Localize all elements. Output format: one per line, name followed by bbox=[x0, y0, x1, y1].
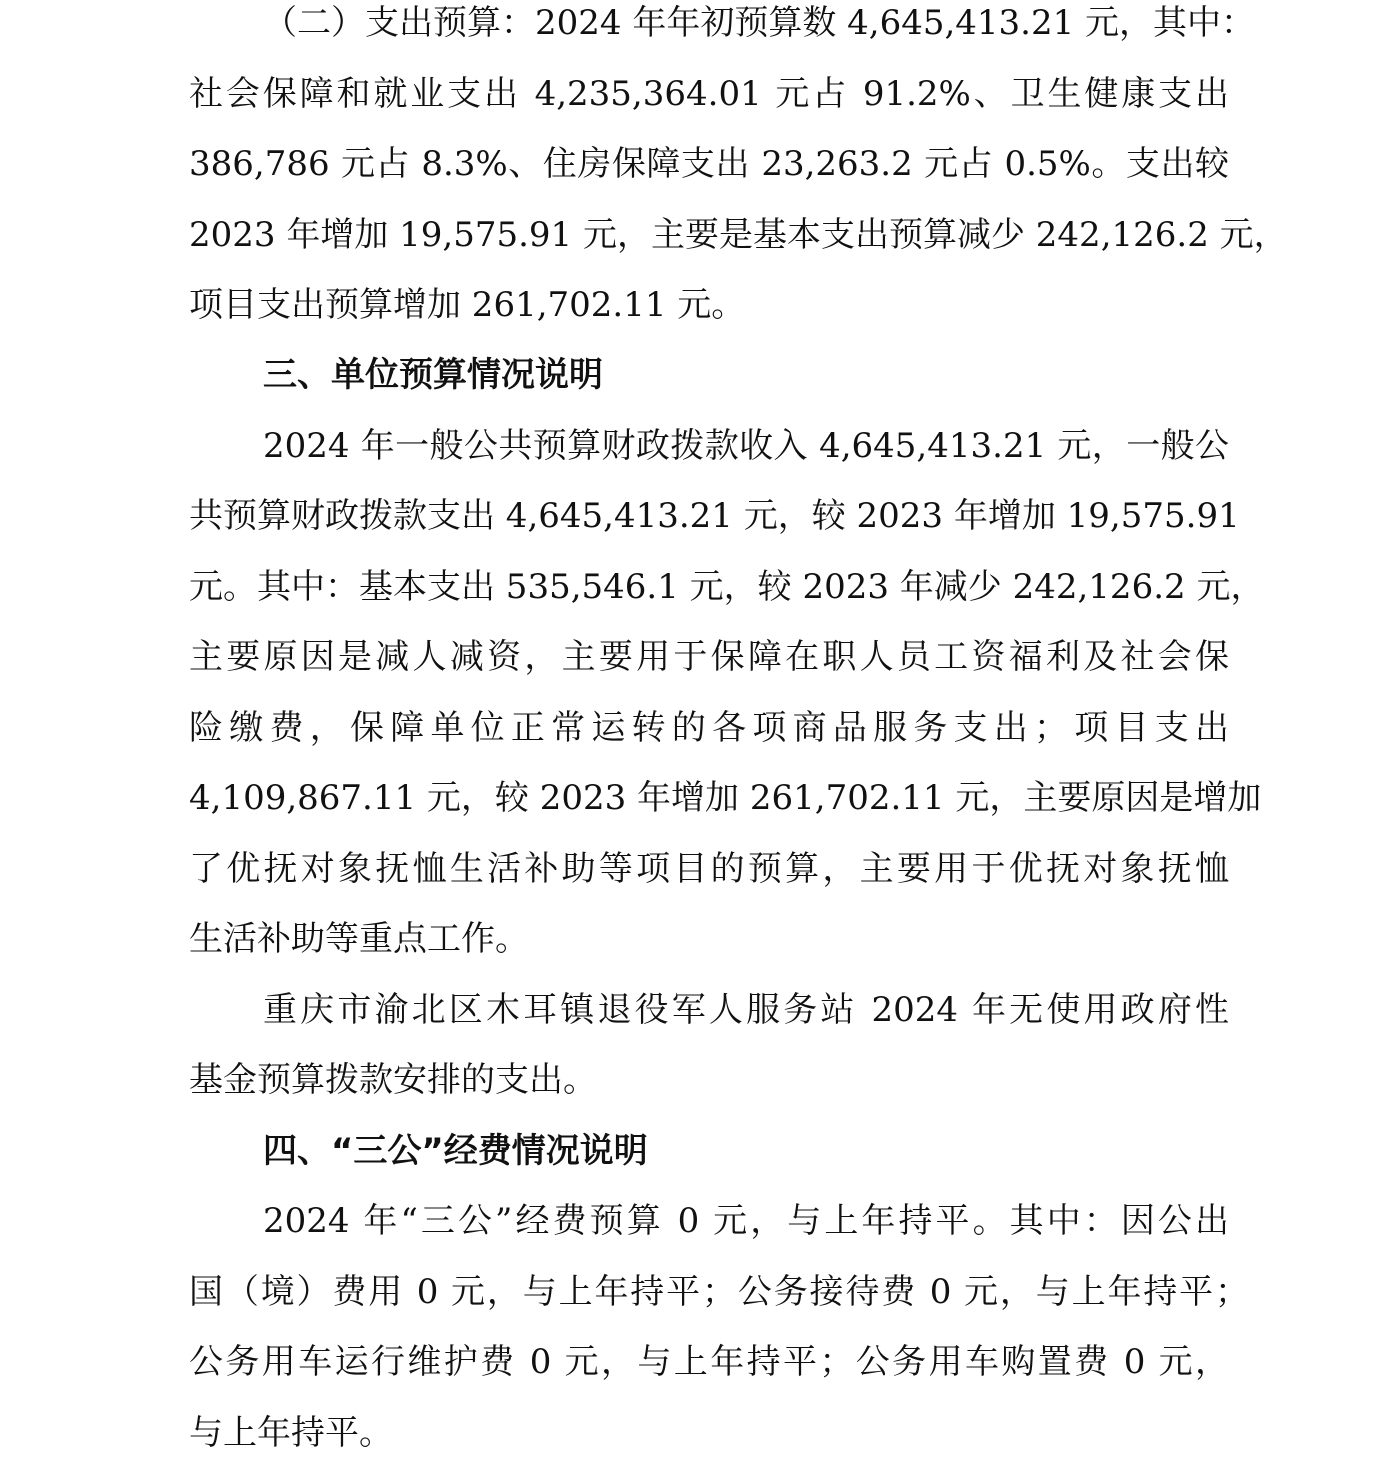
paragraph-line: 基金预算拨款安排的支出。 bbox=[189, 1060, 597, 1100]
paragraph-line: 元。其中：基本支出 535,546.1 元，较 2023 年减少 242,126.2 元， bbox=[189, 567, 1265, 607]
paragraph-line: 主要原因是减人减资，主要用于保障在职人员工资福利及社会保 bbox=[189, 637, 1229, 677]
paragraph-line: 2024 年一般公共预算财政拨款收入 4,645,413.21 元，一般公 bbox=[263, 426, 1229, 466]
paragraph-line: 社会保障和就业支出 4,235,364.01 元占 91.2%、卫生健康支出 bbox=[189, 74, 1229, 114]
paragraph-line: 与上年持平。 bbox=[189, 1413, 393, 1453]
paragraph-line: 了优抚对象抚恤生活补助等项目的预算，主要用于优抚对象抚恤 bbox=[189, 849, 1229, 889]
paragraph-line: （二）支出预算：2024 年年初预算数 4,645,413.21 元，其中： bbox=[263, 3, 1256, 43]
paragraph-line: 2024 年“三公”经费预算 0 元，与上年持平。其中：因公出 bbox=[263, 1201, 1229, 1241]
section-heading: 四、“三公”经费情况说明 bbox=[263, 1131, 648, 1171]
paragraph-line: 386,786 元占 8.3%、住房保障支出 23,263.2 元占 0.5%。支出较 bbox=[189, 144, 1229, 184]
section-heading: 三、单位预算情况说明 bbox=[263, 355, 603, 395]
paragraph-line: 项目支出预算增加 261,702.11 元。 bbox=[189, 285, 746, 325]
paragraph-line: 险缴费，保障单位正常运转的各项商品服务支出；项目支出 bbox=[189, 708, 1229, 748]
paragraph-line: 国（境）费用 0 元，与上年持平；公务接待费 0 元，与上年持平； bbox=[189, 1272, 1249, 1312]
paragraph-line: 2023 年增加 19,575.91 元，主要是基本支出预算减少 242,126.2 元， bbox=[189, 215, 1288, 255]
paragraph-line: 公务用车运行维护费 0 元，与上年持平；公务用车购置费 0 元， bbox=[189, 1342, 1229, 1382]
paragraph-line: 生活补助等重点工作。 bbox=[189, 919, 529, 959]
paragraph-line: 共预算财政拨款支出 4,645,413.21 元，较 2023 年增加 19,575.91 bbox=[189, 496, 1240, 536]
paragraph-line: 4,109,867.11 元，较 2023 年增加 261,702.11 元，主要原因是增加 bbox=[189, 778, 1262, 818]
paragraph-line: 重庆市渝北区木耳镇退役军人服务站 2024 年无使用政府性 bbox=[263, 990, 1229, 1030]
